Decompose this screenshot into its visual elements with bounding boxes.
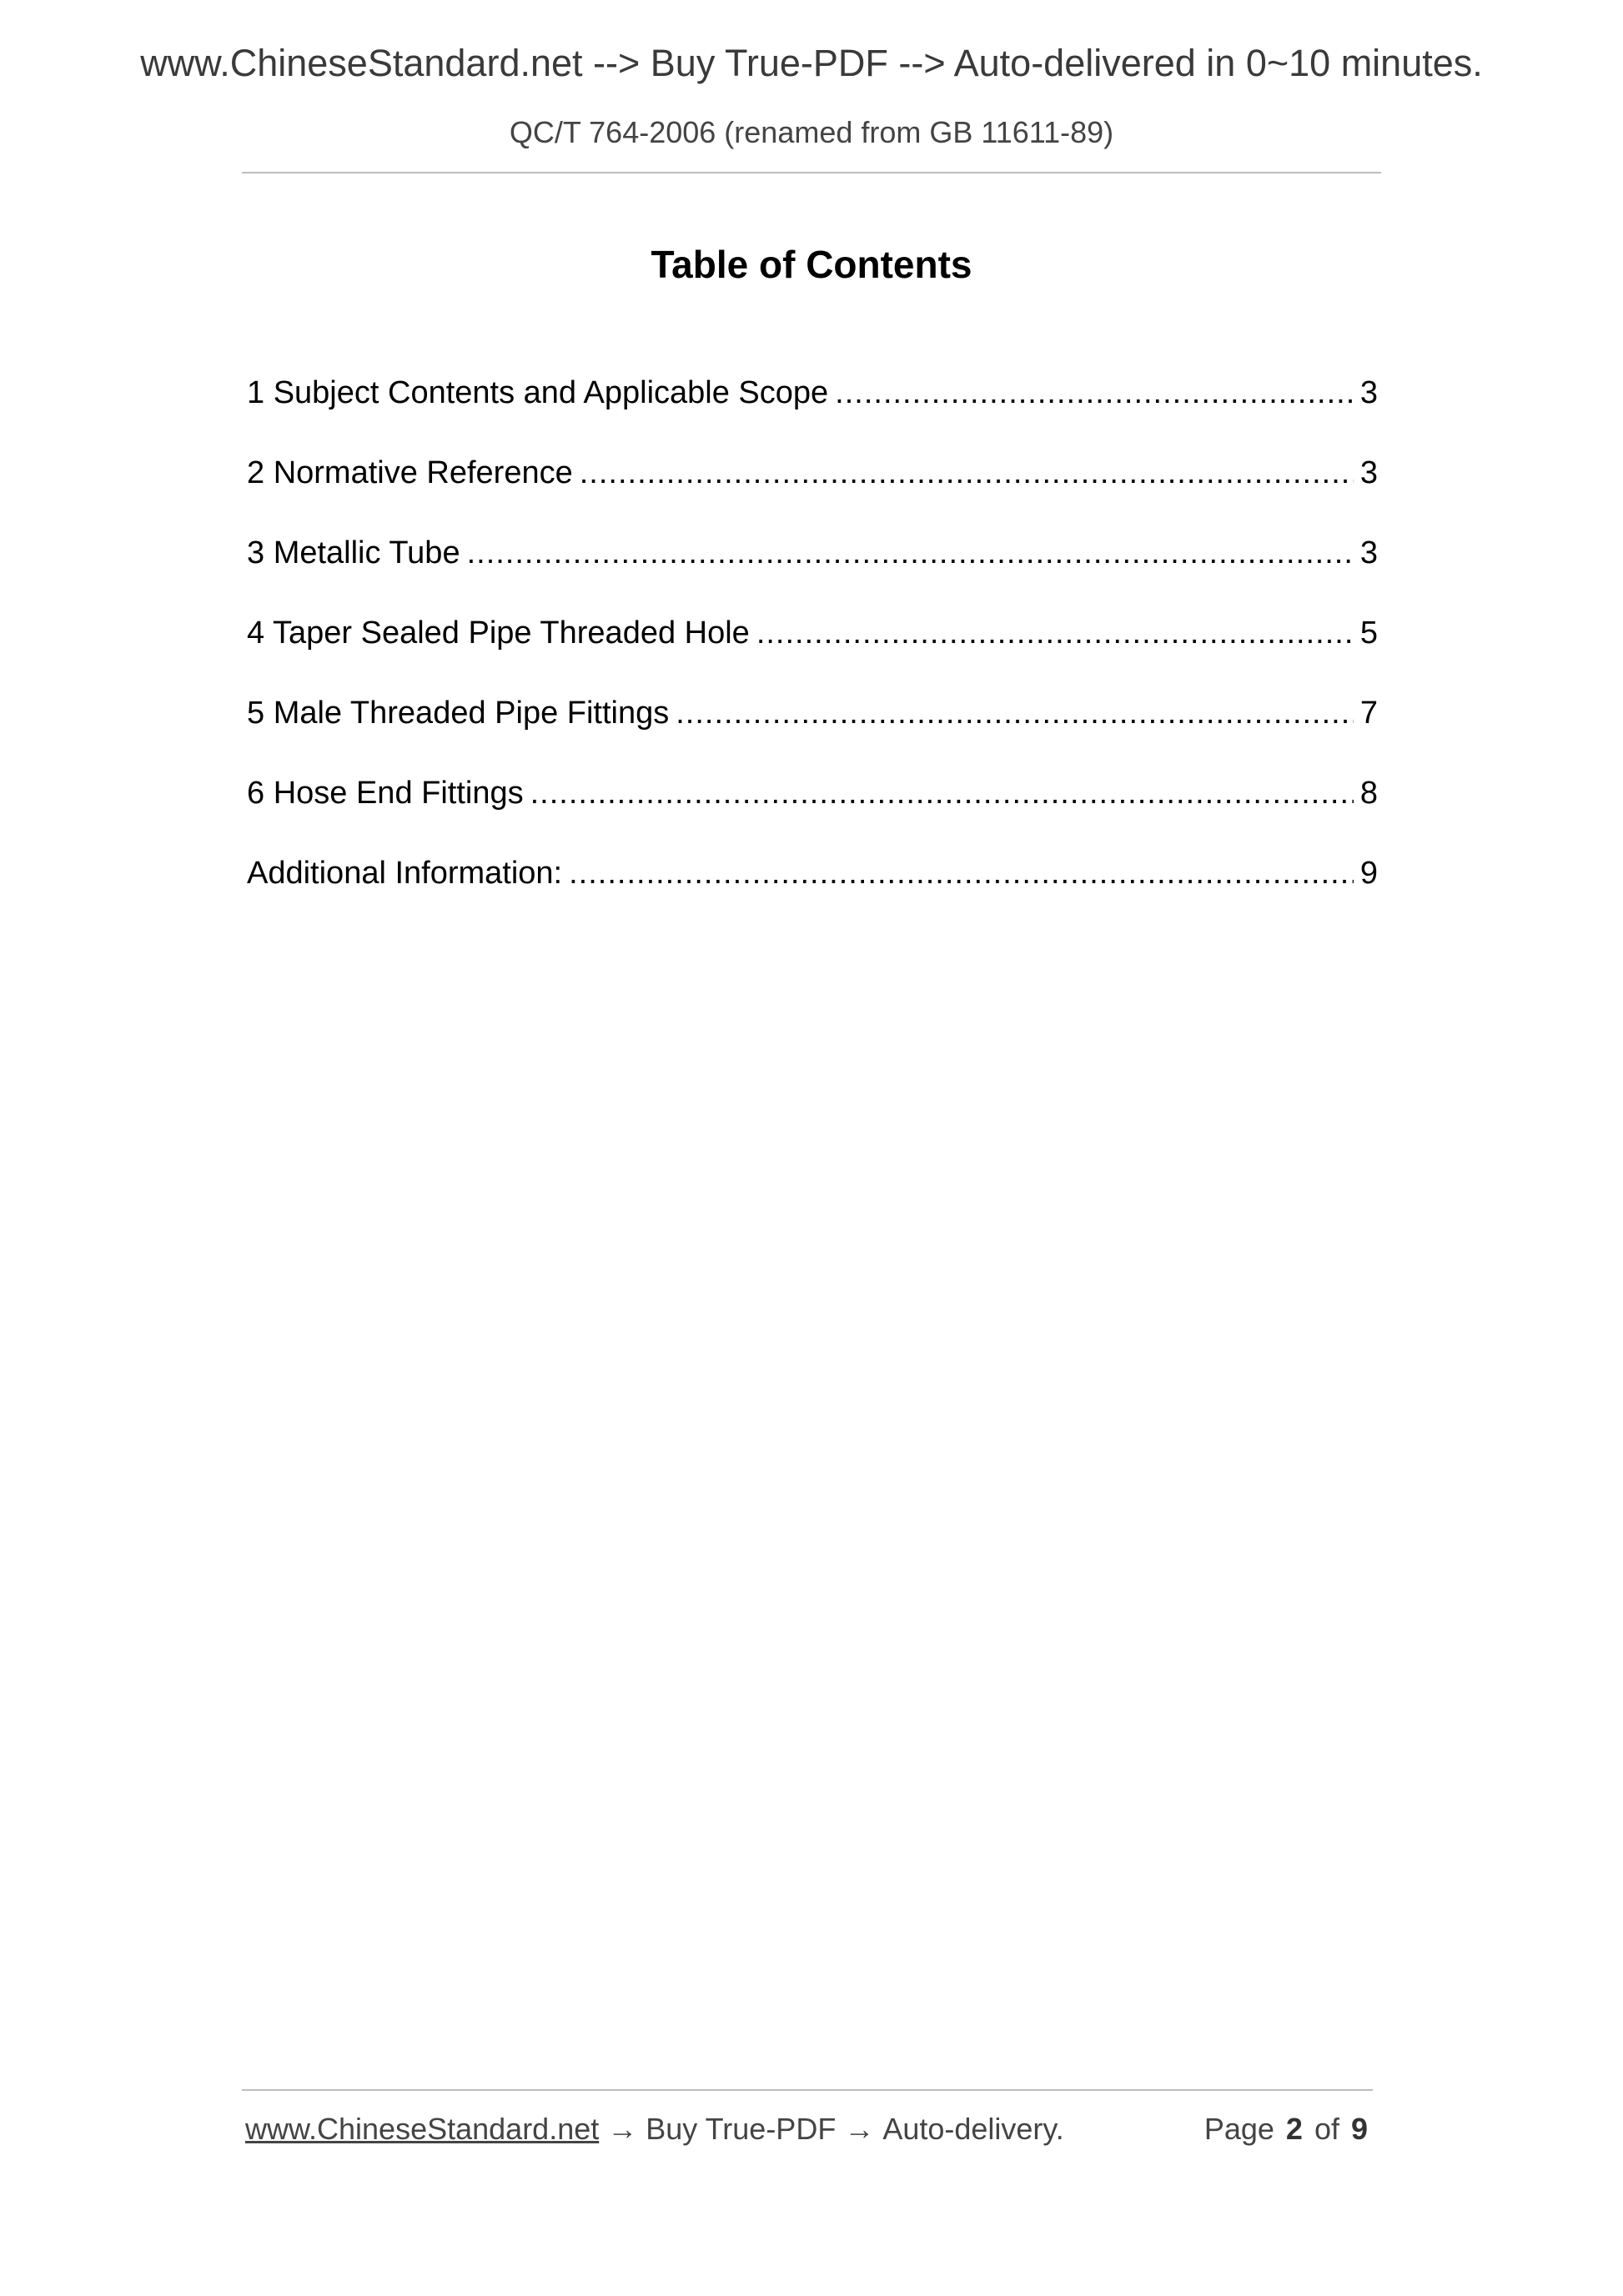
arrow-right-icon: → <box>844 2112 875 2146</box>
toc-entry-label: Additional Information: <box>247 856 569 892</box>
toc-entry-label: 3 Metallic Tube <box>247 535 467 571</box>
toc-entry-page: 3 <box>1354 455 1378 491</box>
toc-entry-page: 3 <box>1354 535 1378 571</box>
page-footer <box>245 2112 1373 2147</box>
footer-auto-delivery: Auto-delivery. <box>882 2112 1064 2146</box>
toc-entry-page: 5 <box>1354 615 1378 651</box>
dot-leader <box>835 375 1354 411</box>
toc-entry-label: 4 Taper Sealed Pipe Threaded Hole <box>247 615 756 651</box>
toc-entry-normative-reference[interactable] <box>247 455 1378 535</box>
of-word: of <box>1314 2112 1339 2146</box>
footer-divider <box>242 2089 1373 2091</box>
toc-title: Table of Contents <box>651 243 972 286</box>
dot-leader <box>676 696 1354 731</box>
footer-site-link[interactable]: www.ChineseStandard.net <box>245 2112 600 2146</box>
toc-entry-additional-information[interactable] <box>247 856 1378 936</box>
toc-entry-male-threaded-fittings[interactable] <box>247 696 1378 776</box>
dot-leader <box>530 776 1354 811</box>
dot-leader <box>569 856 1354 892</box>
arrow-right-icon: → <box>607 2112 638 2146</box>
toc-entry-page: 9 <box>1354 856 1378 892</box>
toc-entry-label: 5 Male Threaded Pipe Fittings <box>247 696 676 731</box>
dot-leader <box>580 455 1354 491</box>
current-page-number: 2 <box>1285 2112 1303 2146</box>
page-word: Page <box>1203 2112 1274 2146</box>
page-indicator <box>1204 2112 1368 2147</box>
dot-leader <box>756 615 1354 651</box>
footer-buy-true-pdf: Buy True-PDF <box>646 2112 837 2146</box>
toc-list <box>247 375 1378 936</box>
total-pages-number: 9 <box>1350 2112 1368 2146</box>
toc-entry-taper-sealed-hole[interactable] <box>247 615 1378 696</box>
toc-entry-label: 6 Hose End Fittings <box>247 776 530 811</box>
dot-leader <box>467 535 1354 571</box>
toc-entry-page: 3 <box>1354 375 1378 411</box>
toc-entry-hose-end-fittings[interactable] <box>247 776 1378 856</box>
toc-entry-label: 2 Normative Reference <box>247 455 580 491</box>
header-divider <box>242 172 1381 173</box>
toc-entry-subject-scope[interactable] <box>247 375 1378 455</box>
toc-entry-metallic-tube[interactable] <box>247 535 1378 615</box>
top-banner: www.ChineseStandard.net --> Buy True-PDF --> Auto-delivered in 0~10 minutes. <box>140 42 1483 84</box>
toc-entry-page: 8 <box>1354 776 1378 811</box>
document-id: QC/T 764-2006 (renamed from GB 11611-89) <box>509 115 1114 149</box>
toc-entry-page: 7 <box>1354 696 1378 731</box>
toc-entry-label: 1 Subject Contents and Applicable Scope <box>247 375 835 411</box>
